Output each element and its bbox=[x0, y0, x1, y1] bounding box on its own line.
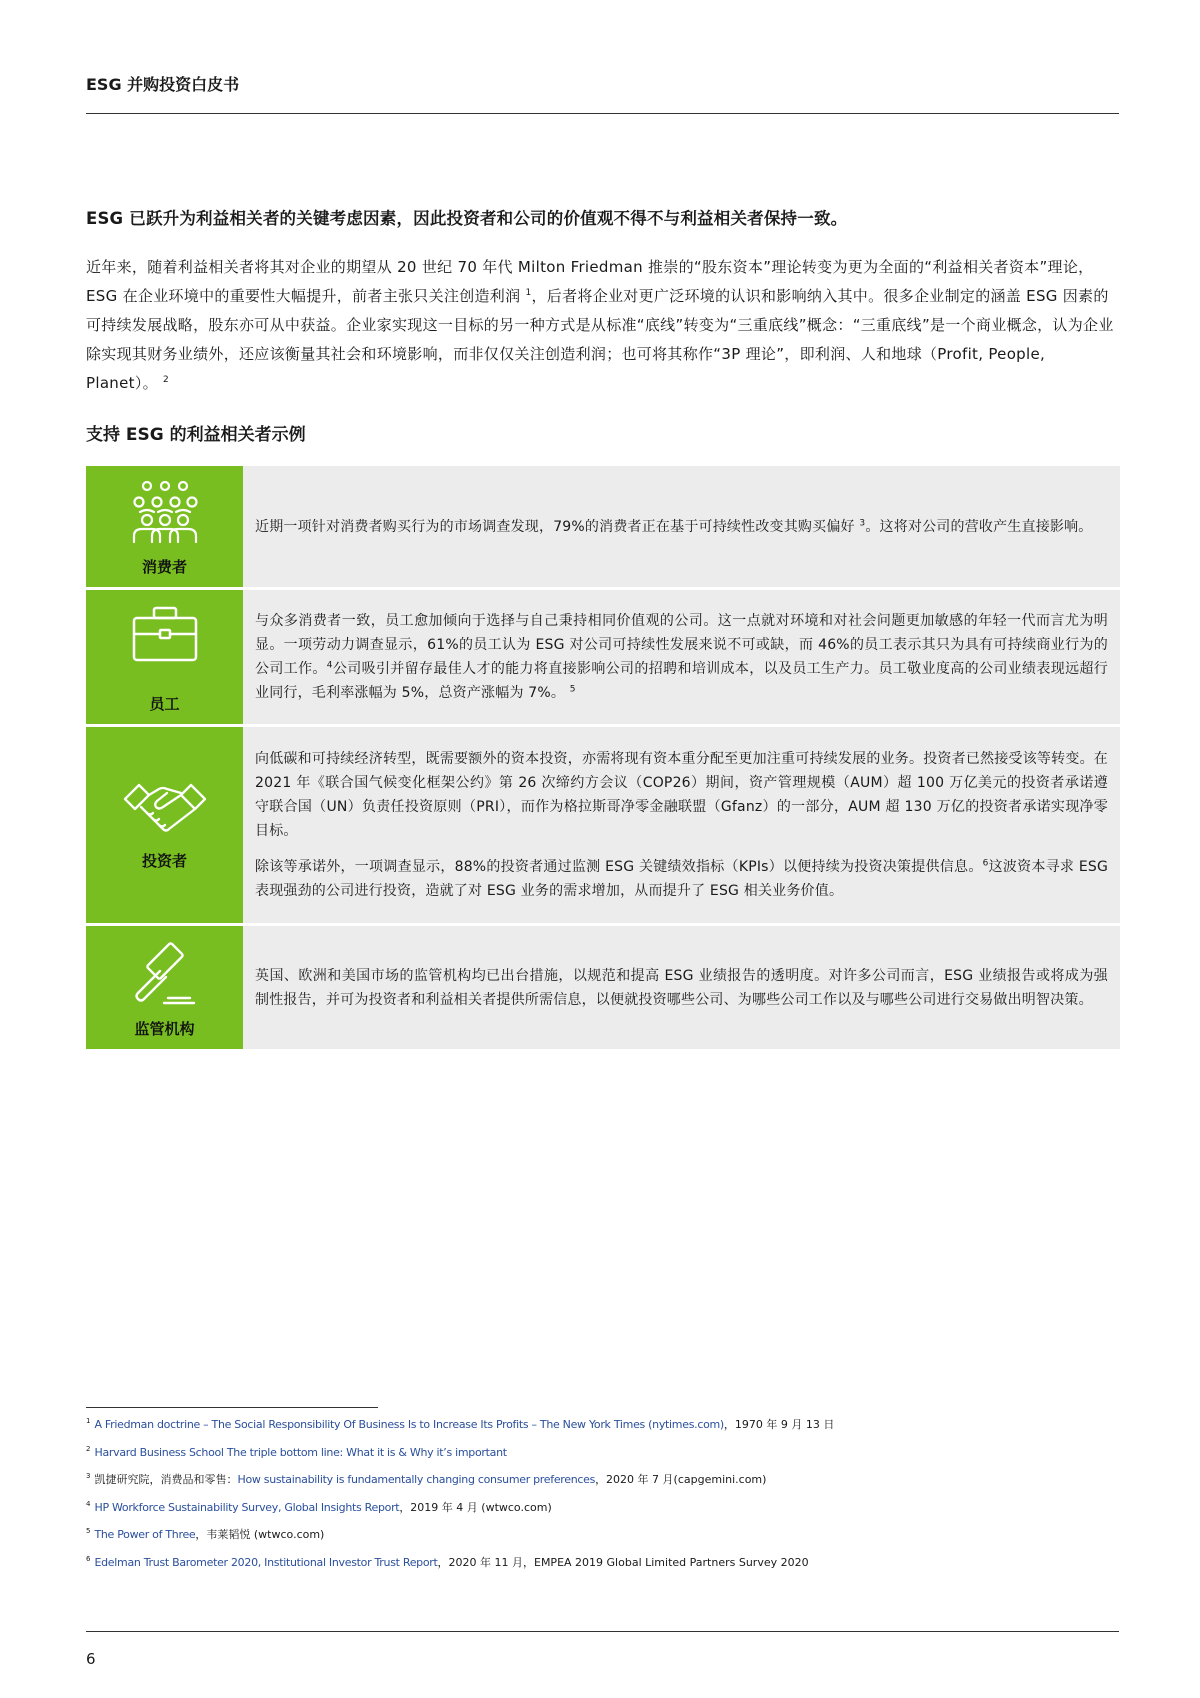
stakeholder-text-cell bbox=[243, 466, 1120, 587]
footnote-link[interactable]: How sustainability is fundamentally changing consumer preferences bbox=[237, 1473, 596, 1486]
section-title: 支持 ESG 的利益相关者示例 bbox=[86, 425, 306, 445]
stakeholder-label: 员工 bbox=[149, 695, 180, 713]
footnote-ref-3[interactable]: 3 bbox=[859, 517, 866, 528]
stakeholder-row-consumers bbox=[86, 466, 1120, 587]
gavel-icon bbox=[130, 940, 200, 1006]
stakeholder-icon-cell bbox=[86, 926, 243, 1049]
footnote-6: $^6$ Edelman Trust Barometer 2020, Institutional Investor Trust Report，2020 年 11 月，EMPEA 2019 Global Limited Partners Survey 2020 bbox=[86, 1554, 809, 1569]
investors-paragraph-1: 向低碳和可持续经济转型，既需要额外的资本投资，亦需将现有资本重分配至更加注重可持续发展的业务。投资者已然接受该等转变。在 2021 年《联合国气候变化框架公约》第 26 次缔约方会议（COP26）期间，资产管理规模（AUM）超 100 万亿美元的投资者承诺遵守联合国（UN）负责任投资原则（PRI），而作为格拉斯哥净零金融联盟（Gfanz）的一部分，AUM 超 130 万亿的投资者承诺实现净零目标。 bbox=[255, 751, 1108, 839]
footnote-ref-5[interactable]: 5 bbox=[569, 684, 576, 695]
footnote-5: $^5$ The Power of Three，韦莱韬悦 (wtwco.com) bbox=[86, 1527, 325, 1541]
stakeholder-row-regulators bbox=[86, 926, 1120, 1049]
footnote-link[interactable]: HP Workforce Sustainability Survey, Global Insights Report bbox=[94, 1500, 400, 1514]
investors-paragraph-2: 除该等承诺外，一项调查显示，88%的投资者通过监测 ESG 关键绩效指标（KPIs）以便持续为投资决策提供信息。$^6$这波资本寻求 ESG 表现强劲的公司进行投资，造就了对 ESG 业务的需求增加，从而提升了 ESG 相关业务价值。 bbox=[255, 858, 1109, 899]
intro-paragraph: 近年来，随着利益相关者将其对企业的期望从 20 世纪 70 年代 Milton Friedman 推崇的“股东资本”理论转变为更为全面的“利益相关者资本”理论，ESG 在企业环境中的重要性大幅提升，前者主张只关注创造利润 $^1$，后者将企业对更广泛环境的认识和影响纳入其中。很多企业制定的涵盖 ESG 因素的可持续发展战略，股东亦可从中获益。企业家实现这一目标的另一种方式是从标准“底线”转变为“三重底线”概念：“三重底线”是一个商业概念，认为企业除实现其财务业绩外，还应该衡量其社会和环境影响，而非仅仅关注创造利润；也可将其称作“3P 理论”，即利润、人和地球（Profit, People, Planet）。 $^2$ bbox=[86, 258, 1114, 392]
footer-divider bbox=[86, 1631, 1119, 1632]
footnote-4: $^4$ HP Workforce Sustainability Survey, Global Insights Report，2019 年 4 月 (wtwco.com) bbox=[86, 1499, 552, 1514]
header-divider bbox=[86, 113, 1119, 114]
employees-paragraph: 与众多消费者一致，员工愈加倾向于选择与自己秉持相同价值观的公司。这一点就对环境和对社会问题更加敏感的年轻一代而言尤为明显。一项劳动力调查显示，61%的员工认为 ESG 对公司可持续性发展来说不可或缺，而 46%的员工表示其只为具有可持续商业行为的公司工作。$^4$公司吸引并留存最佳人才的能力将直接影响公司的招聘和培训成本，以及员工生产力。员工敬业度高的公司业绩表现远超行业同行，毛利率涨幅为 5%，总资产涨幅为 7%。 $^5$ bbox=[255, 613, 1109, 701]
footnote-ref-4[interactable]: 4 bbox=[326, 660, 333, 671]
stakeholder-text-cell bbox=[243, 590, 1120, 724]
stakeholder-icon-cell bbox=[86, 727, 243, 923]
briefcase-icon bbox=[130, 604, 200, 666]
stakeholder-label: 监管机构 bbox=[134, 1020, 195, 1038]
handshake-icon bbox=[123, 771, 207, 841]
consumers-icon bbox=[130, 480, 200, 546]
stakeholder-icon-cell bbox=[86, 466, 243, 587]
footnote-ref-2[interactable]: 2 bbox=[163, 375, 170, 385]
regulators-paragraph: 英国、欧洲和美国市场的监管机构均已出台措施，以规范和提高 ESG 业绩报告的透明度。对许多公司而言，ESG 业绩报告或将成为强制性报告，并可为投资者和利益相关者提供所需信息，以便就投资哪些公司、为哪些公司工作以及与哪些公司进行交易做出明智决策。 bbox=[255, 967, 1108, 1008]
footnote-ref-1[interactable]: 1 bbox=[525, 288, 532, 298]
footnote-link[interactable]: Edelman Trust Barometer 2020, Institutional Investor Trust Report bbox=[94, 1555, 438, 1569]
footnote-link[interactable]: A Friedman doctrine – The Social Responsibility Of Business Is to Increase Its Profits – The New York Times (nytimes.com) bbox=[94, 1418, 724, 1431]
headline: ESG 已跃升为利益相关者的关键考虑因素，因此投资者和公司的价值观不得不与利益相关者保持一致。 bbox=[86, 209, 848, 228]
footnote-link[interactable]: Harvard Business School The triple bottom line: What it is & Why it’s important bbox=[94, 1445, 507, 1459]
stakeholder-label: 消费者 bbox=[141, 558, 187, 576]
stakeholder-table bbox=[86, 466, 1120, 1052]
stakeholder-icon-cell bbox=[86, 590, 243, 724]
page-number: 6 bbox=[86, 1650, 96, 1668]
stakeholder-row-investors bbox=[86, 727, 1120, 923]
stakeholder-label: 投资者 bbox=[141, 852, 187, 870]
stakeholder-text-cell bbox=[243, 727, 1120, 923]
consumers-paragraph: 近期一项针对消费者购买行为的市场调查发现，79%的消费者正在基于可持续性改变其购买偏好 $^3$。这将对公司的营收产生直接影响。 bbox=[255, 517, 1093, 535]
footnotes bbox=[86, 1414, 1126, 1579]
stakeholder-text-cell bbox=[243, 926, 1120, 1049]
footnote-link[interactable]: The Power of Three bbox=[94, 1528, 196, 1541]
footnote-divider bbox=[86, 1407, 378, 1408]
footnote-3: $^3$ 凯捷研究院，消费品和零售：How sustainability is fundamentally changing consumer preferences，2020 年 7 月(capgemini.com) bbox=[86, 1472, 767, 1486]
footnote-ref-6[interactable]: 6 bbox=[982, 858, 989, 869]
footnote-2: $^2$ Harvard Business School The triple bottom line: What it is & Why it’s important bbox=[86, 1444, 507, 1459]
stakeholder-row-employees bbox=[86, 590, 1120, 724]
page-header-title: ESG 并购投资白皮书 bbox=[86, 75, 240, 94]
footnote-1: $^1$ A Friedman doctrine – The Social Responsibility Of Business Is to Increase Its Profits – The New York Times (nytimes.com)，1970 年 9 月 13 日 bbox=[86, 1417, 835, 1431]
